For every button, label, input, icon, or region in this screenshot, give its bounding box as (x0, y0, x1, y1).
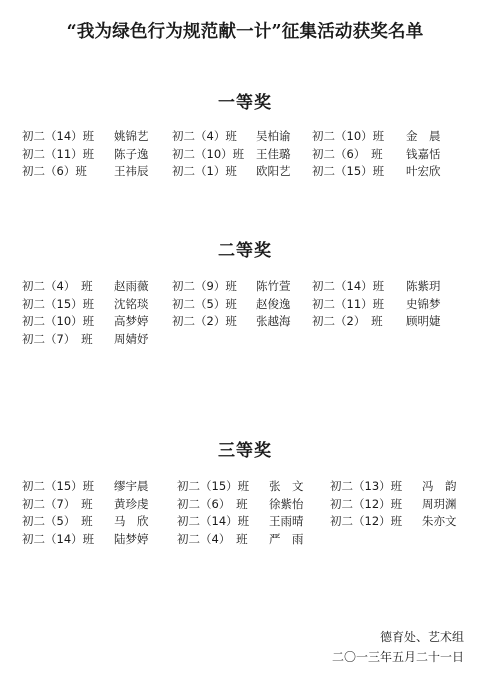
class-label: 初二（15）班 (177, 479, 250, 493)
class-label: 初二（9）班 (172, 279, 237, 293)
award-entry (177, 478, 304, 496)
award-entry (22, 331, 149, 349)
award-entry (312, 278, 441, 296)
award-entry (312, 296, 441, 314)
award-entry (22, 513, 149, 531)
class-label: 初二（13）班 (330, 479, 403, 493)
award-entry (22, 163, 149, 181)
class-label: 初二（12）班 (330, 514, 403, 529)
student-name: 朱亦文 (422, 514, 457, 529)
second-prize-heading: 二等奖 (218, 241, 272, 261)
student-name: 叶宏欣 (406, 164, 441, 179)
page-title: “我为绿色行为规范献一计”征集活动获奖名单 (66, 22, 424, 42)
award-entry (172, 313, 291, 331)
student-name: 陈紫玥 (406, 279, 441, 293)
student-name: 马 欣 (114, 514, 149, 529)
student-name: 赵雨薇 (114, 279, 149, 293)
class-label: 初二（14）班 (312, 279, 385, 293)
award-entry (172, 163, 291, 181)
class-label: 初二（5） 班 (22, 514, 93, 529)
award-entry (312, 128, 441, 146)
class-label: 初二（15）班 (22, 479, 95, 493)
student-name: 王佳璐 (256, 146, 291, 161)
student-name: 高梦婷 (114, 314, 149, 329)
award-entry (330, 478, 457, 496)
class-label: 初二（11）班 (22, 146, 95, 161)
award-entry (22, 313, 149, 331)
class-label: 初二（4）班 (172, 129, 237, 143)
student-name: 姚锦艺 (114, 129, 149, 143)
class-label: 初二（10）班 (312, 129, 385, 143)
student-name: 严 雨 (269, 531, 304, 546)
class-label: 初二（2） 班 (312, 314, 383, 329)
class-label: 初二（15）班 (312, 164, 385, 179)
class-label: 初二（10）班 (22, 314, 95, 329)
award-entry (22, 146, 149, 164)
student-name: 陈子逸 (114, 146, 149, 161)
class-label: 初二（14）班 (22, 531, 95, 546)
class-label: 初二（4） 班 (177, 531, 248, 546)
award-entry (312, 313, 441, 331)
student-name: 徐紫怡 (269, 496, 304, 511)
third-prize-heading: 三等奖 (218, 441, 272, 461)
class-label: 初二（10）班 (172, 146, 245, 161)
class-label: 初二（7） 班 (22, 331, 93, 346)
student-name: 周婧妤 (114, 331, 149, 346)
class-label: 初二（12）班 (330, 496, 403, 511)
class-label: 初二（1）班 (172, 164, 237, 179)
class-label: 初二（11）班 (312, 296, 385, 311)
award-entry (22, 496, 149, 514)
student-name: 张越海 (256, 314, 291, 329)
award-entry (172, 296, 291, 314)
student-name: 吴柏谕 (256, 129, 291, 143)
footer-org: 德育处、艺术组 (379, 630, 464, 644)
footer-date: 二〇一三年五月二十一日 (331, 650, 464, 664)
class-label: 初二（6） 班 (312, 146, 383, 161)
class-label: 初二（15）班 (22, 296, 95, 311)
class-label: 初二（14）班 (177, 514, 250, 529)
award-entry (312, 146, 441, 164)
award-entry (172, 146, 291, 164)
award-entry (177, 531, 304, 549)
class-label: 初二（5）班 (172, 296, 237, 311)
student-name: 张 文 (269, 479, 304, 493)
student-name: 陆梦婷 (114, 531, 149, 546)
award-entry (22, 531, 149, 549)
award-entry (22, 278, 149, 296)
class-label: 初二（2）班 (172, 314, 237, 329)
student-name: 黄珍虔 (114, 496, 149, 511)
class-label: 初二（6）班 (22, 164, 87, 179)
award-entry (177, 496, 304, 514)
student-name: 沈铭琰 (114, 296, 149, 311)
student-name: 周玥渊 (422, 496, 457, 511)
award-entry (330, 513, 457, 531)
award-entry (312, 163, 441, 181)
student-name: 金 晨 (406, 129, 441, 143)
student-name: 王雨晴 (269, 514, 304, 529)
class-label: 初二（4） 班 (22, 279, 93, 293)
award-entry (22, 296, 149, 314)
student-name: 钱嘉恬 (406, 146, 441, 161)
class-label: 初二（7） 班 (22, 496, 93, 511)
student-name: 顾明婕 (406, 314, 441, 329)
award-entry (172, 128, 291, 146)
student-name: 缪宇晨 (114, 479, 149, 493)
student-name: 赵俊逸 (256, 296, 291, 311)
class-label: 初二（6） 班 (177, 496, 248, 511)
award-entry (22, 128, 149, 146)
student-name: 陈竹萱 (256, 279, 291, 293)
first-prize-heading: 一等奖 (218, 93, 272, 113)
class-label: 初二（14）班 (22, 129, 95, 143)
award-entry (177, 513, 304, 531)
student-name: 欧阳艺 (256, 164, 291, 179)
award-entry (172, 278, 291, 296)
student-name: 史锦梦 (406, 296, 441, 311)
award-entry (22, 478, 149, 496)
student-name: 冯 韵 (422, 479, 457, 493)
student-name: 王祎辰 (114, 164, 149, 179)
award-entry (330, 496, 457, 514)
